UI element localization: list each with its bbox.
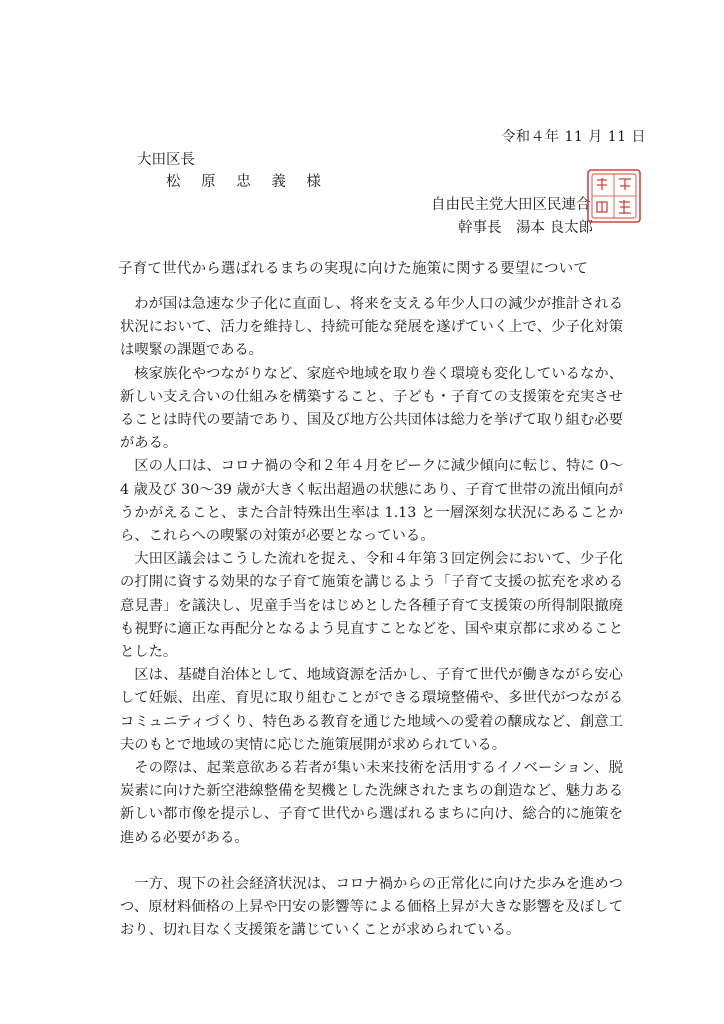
document-subject: 子育て世代から選ばれるまちの実現に向けた施策に関する要望について xyxy=(118,261,589,277)
body-paragraph: 大田区議会はこうした流れを捉え、令和４年第３回定例会において、少子化の打開に資する効果的な子育て施策を講じるよう「子育て支援の拡充を求める意見書」を議決し、児童手当をはじめとした各種子育て支援策の所得制限撤廃も視野に適正な再配分となるよう見直すことなどを、国や東京都に求めることとした。 xyxy=(120,551,623,661)
official-seal-icon xyxy=(584,166,644,226)
body-paragraph: 区の人口は、コロナ禍の令和２年４月をピークに減少傾向に転じ、特に 0〜4 歳及び 30〜39 歳が大きく転出超過の状態にあり、子育て世帯の流出傾向がうかがえること、また合計特殊出生率は 1.13 と一層深刻な状況にあることから、これらへの喫緊の対策が必要となっている。 xyxy=(120,458,623,545)
addressee-organization: 大田区長 xyxy=(137,152,195,168)
body-paragraph: わが国は急速な少子化に直面し、将来を支える年少人口の減少が推計される状況において、活力を維持し、持続可能な発展を遂げていく上で、少子化対策は喫緊の課題である。 xyxy=(120,296,623,359)
sender-organization: 自由民主党大田区民連合 xyxy=(431,197,591,213)
document-body xyxy=(120,293,623,943)
body-paragraph: その際は、起業意欲ある若者が集い未来技術を活用するイノベーション、脱炭素に向けた新空港線整備を契機とした洗練されたまちの創造など、魅力ある新しい都市像を提示し、子育て世代から選ばれるまちに向け、総合的に施策を進める必要がある。 xyxy=(120,760,623,846)
document-date: 令和４年 11 月 11 日 xyxy=(501,129,646,145)
body-paragraph: 区は、基礎自治体として、地域資源を活かし、子育て世代が働きながら安心して妊娠、出産、育児に取り組むことができる環境整備や、多世代がつながるコミュニティづくり、特色ある教育を通じた地域への愛着の醸成など、創意工夫のもとで地域の実情に応じた施策展開が求められている。 xyxy=(120,667,623,753)
body-paragraph: 一方、現下の社会経済状況は、コロナ禍からの正常化に向けた歩みを進めつつ、原材料価格の上昇や円安の影響等による価格上昇が大きな影響を及ぼしており、切れ目なく支援策を講じていくことが求められている。 xyxy=(120,876,623,939)
body-paragraph: 核家族化やつながりなど、家庭や地域を取り巻く環境も変化しているなか、新しい支え合いの仕組みを構築すること、子ども・子育ての支援策を充実させることは時代の要請であり、国及び地方公共団体は総力を挙げて取り組む必要がある。 xyxy=(120,365,623,452)
sender-name: 幹事長 湯本 良太郎 xyxy=(458,220,594,236)
addressee-name: 松 原 忠 義 様 xyxy=(166,174,329,190)
